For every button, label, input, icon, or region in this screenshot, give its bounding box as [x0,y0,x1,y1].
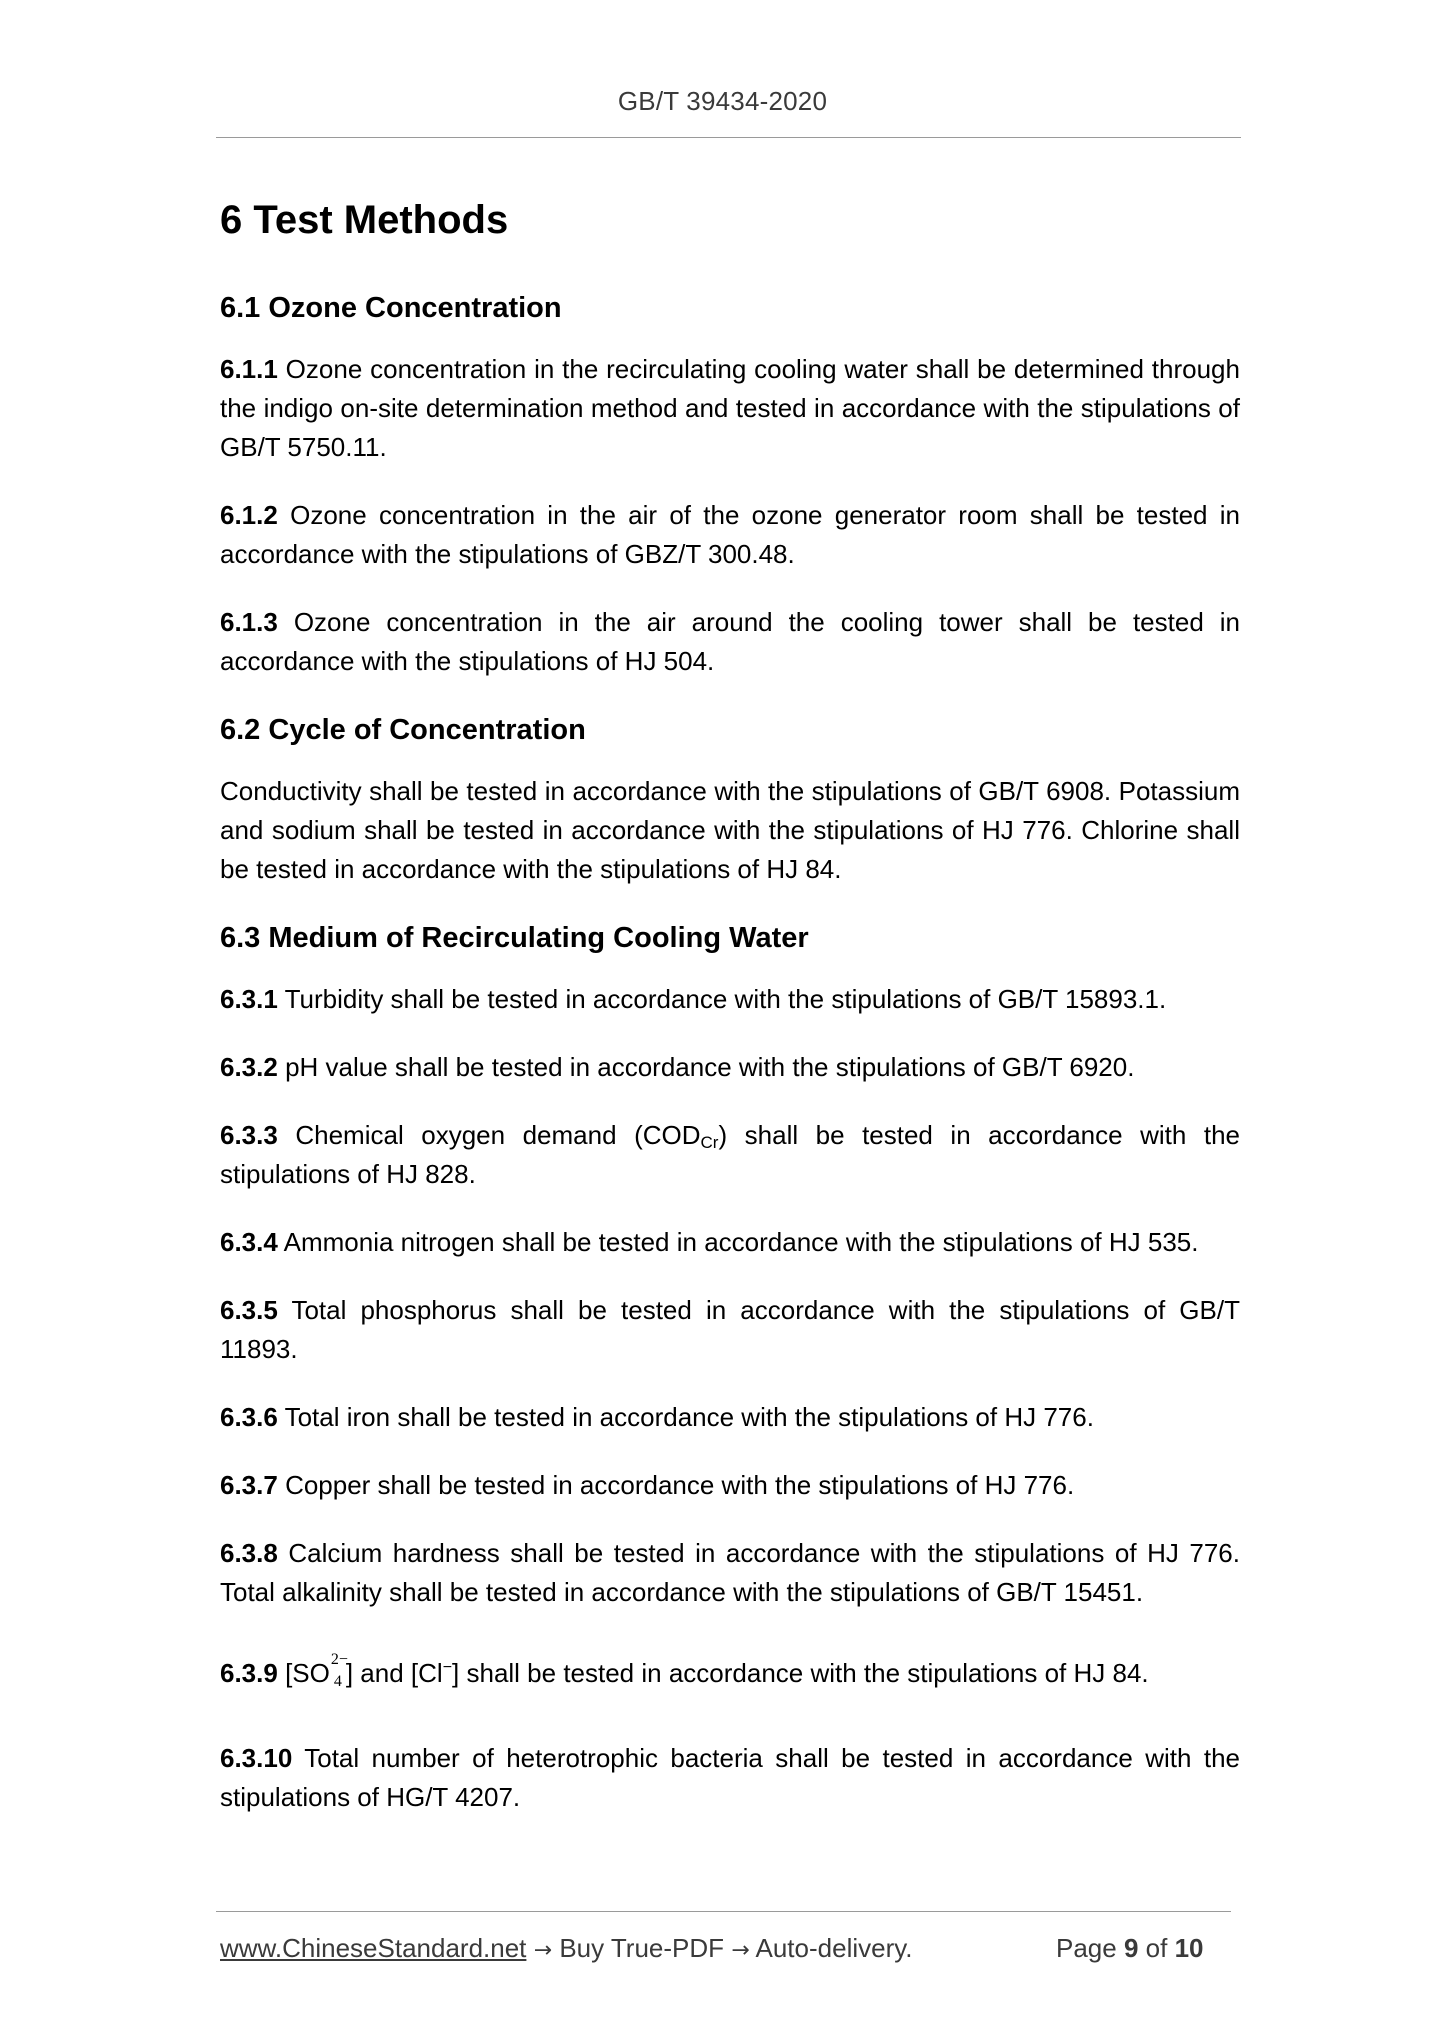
clause-6-1-3 [220,603,1240,681]
clause-number: 6.3.8 [220,1538,278,1568]
website-link[interactable]: www.ChineseStandard.net [220,1933,527,1963]
clause-text: Ammonia nitrogen shall be tested in accordance with the stipulations of HJ 535. [283,1227,1199,1257]
footer-buy-text: Buy True-PDF [559,1933,725,1963]
clause-number: 6.1.3 [220,607,278,637]
clause-text: Calcium hardness shall be tested in accordance with the stipulations of HJ 776. Total alkalinity shall be tested in accordance with the stipulations of GB/T 15451. [220,1538,1240,1607]
clause-number: 6.3.6 [220,1402,278,1432]
chloride-charge-superscript: − [442,1659,453,1676]
clause-6-3-6 [220,1398,1240,1437]
running-header: GB/T 39434-2020 [617,86,828,116]
clause-number: 6.3.9 [220,1658,278,1688]
clause-text: Ozone concentration in the air around the cooling tower shall be tested in accordance with the stipulations of HJ 504. [220,607,1240,676]
clause-6-1-1 [220,350,1240,467]
clause-text: Turbidity shall be tested in accordance with the stipulations of GB/T 15893.1. [284,984,1167,1014]
footer-delivery-text: Auto-delivery. [755,1933,913,1963]
clause-6-3-9 [220,1651,1240,1693]
page-body [220,192,1240,1846]
section-title-6-2: 6.2 Cycle of Concentration [220,714,586,746]
clause-text: Chemical oxygen demand (COD [295,1120,701,1150]
section-title-6-3: 6.3 Medium of Recirculating Cooling Water [220,922,809,954]
chapter-title: 6 Test Methods [220,198,509,242]
page-counter [1056,1930,1204,1966]
of-word: of [1145,1933,1168,1963]
clause-text: ] and [Cl [345,1658,443,1688]
clause-text: Ozone concentration in the recirculating cooling water shall be determined through the indigo on-site determination method and tested in accordance with the stipulations of GB/T 5750.11. [220,354,1240,462]
clause-6-3-2 [220,1048,1240,1087]
total-page-number: 10 [1174,1933,1204,1963]
clause-text: Total number of heterotrophic bacteria shall be tested in accordance with the stipulations of HG/T 4207. [220,1743,1240,1812]
count-subscript: 4 [333,1673,342,1690]
current-page-number: 9 [1123,1933,1139,1963]
clause-number: 6.1.1 [220,354,278,384]
clause-number: 6.3.2 [220,1052,278,1082]
clause-text: pH value shall be tested in accordance with the stipulations of GB/T 6920. [285,1052,1135,1082]
clause-text: Total phosphorus shall be tested in accordance with the stipulations of GB/T 11893. [220,1295,1240,1364]
clause-number: 6.1.2 [220,500,278,530]
clause-number: 6.3.4 [220,1227,278,1257]
clause-number: 6.3.5 [220,1295,278,1325]
clause-6-3-3 [220,1116,1240,1194]
clause-number: 6.3.3 [220,1120,278,1150]
clause-text: Copper shall be tested in accordance with the stipulations of HJ 776. [285,1470,1075,1500]
clause-number: 6.3.1 [220,984,278,1014]
clause-6-3-8 [220,1534,1240,1612]
clause-6-3-4 [220,1223,1240,1262]
clause-number: 6.3.10 [220,1743,293,1773]
clause-6-1-2 [220,496,1240,574]
section-title-6-1: 6.1 Ozone Concentration [220,292,562,324]
clause-6-3-10 [220,1739,1240,1817]
clause-text: [SO [285,1658,330,1688]
clause-text: Ozone concentration in the air of the ozone generator room shall be tested in accordance with the stipulations of GBZ/T 300.48. [220,500,1241,569]
footer-divider [216,1911,1231,1912]
arrow-right-icon: → [533,1938,553,1963]
section-6-2-text: Conductivity shall be tested in accordance with the stipulations of GB/T 6908. Potassium and sodium shall be tested in accordance with the stipulations of HJ 776. Chlorine shall be tested in accordance with the stipulations of HJ 84. [220,776,1240,884]
cod-subscript: Cr [700,1133,719,1152]
sulfate-ion-script [330,1651,348,1690]
page-word: Page [1056,1933,1117,1963]
clause-text: Total iron shall be tested in accordance with the stipulations of HJ 776. [284,1402,1094,1432]
clause-6-3-5 [220,1291,1240,1369]
clause-6-3-1 [220,980,1240,1019]
clause-number: 6.3.7 [220,1470,278,1500]
footer-promo [220,1930,913,1969]
clause-6-3-7 [220,1466,1240,1505]
header-divider [216,137,1241,138]
clause-text: ) shall be tested in accordance with the stipulations of HJ 828. [220,1120,1240,1189]
clause-text: ] shall be tested in accordance with the stipulations of HJ 84. [452,1658,1149,1688]
arrow-right-icon: → [731,1938,750,1963]
charge-superscript: 2− [330,1651,348,1668]
